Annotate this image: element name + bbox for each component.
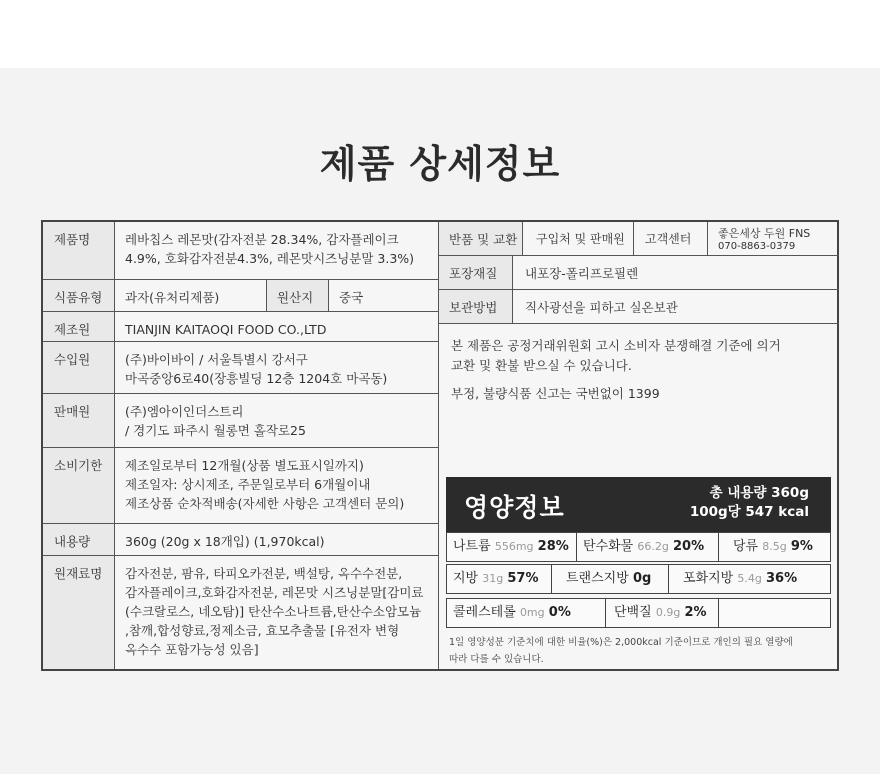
nutrient-name: 지방 (453, 571, 479, 586)
value-packaging: 내포장-폴리프로필렌 (513, 256, 839, 290)
nutrient-name: 단백질 (614, 605, 652, 620)
refund-notice (451, 336, 836, 404)
notice-line: 본 제품은 공정거래위원회 고시 소비자 분쟁해결 기준에 의거 (451, 338, 781, 353)
nutrient-trans-fat (551, 564, 669, 594)
nutrient-percent: 28% (537, 539, 569, 554)
nutrient-percent: 0% (548, 605, 571, 620)
value-food-type: 과자(유처리제품) (115, 280, 267, 312)
nutrient-carbohydrate (576, 532, 719, 562)
nutrient-percent: 0g (632, 571, 652, 586)
value-seller (115, 394, 438, 448)
label-manufacturer: 제조원 (43, 312, 115, 342)
value-line: (주)바이바이 / 서울특별시 강서구 (125, 352, 308, 367)
footnote-line: 1일 영양성분 기준치에 대한 비율(%)은 2,000kcal 기준이므로 개인의 필요 열량에 (449, 637, 793, 648)
nutrient-percent: 2% (684, 605, 707, 620)
footnote-line: 따라 다를 수 있습니다. (449, 654, 544, 665)
value-line: 제조상품 순차적배송(자세한 사항은 고객센터 문의) (125, 496, 405, 511)
nutrient-percent: 36% (766, 571, 798, 586)
label-exchange: 반품 및 교환 (439, 222, 523, 256)
value-ingredients (115, 556, 438, 669)
value-line: 레바칩스 레몬맛(감자전분 28.34%, 감자플레이크 (125, 232, 399, 247)
nutrient-saturated-fat (668, 564, 831, 594)
nutrient-percent: 20% (673, 539, 705, 554)
nutrient-empty-cell (718, 598, 831, 628)
nutrition-title: 영양정보 (464, 493, 565, 522)
top-white-band (0, 0, 880, 68)
label-seller: 판매원 (43, 394, 115, 448)
nutrition-total (690, 484, 809, 522)
nutrient-cholesterol (446, 598, 606, 628)
value-line: 제조일로부터 12개월(상품 별도표시일까지) (125, 458, 364, 473)
label-ingredients: 원재료명 (43, 556, 115, 669)
value-contact (708, 222, 839, 256)
value-line: 옥수수 포함가능성 있음] (125, 642, 259, 657)
nutrient-amount: 8.5g (762, 540, 787, 553)
nutrient-percent: 57% (507, 571, 539, 586)
value-expiry (115, 448, 438, 524)
value-line: 제조일자: 상시제조, 주문일로부터 6개월이내 (125, 477, 371, 492)
nutrition-footnote (449, 634, 834, 668)
label-importer: 수입원 (43, 342, 115, 394)
total-content: 총 내용량 360g (709, 485, 809, 501)
value-line: (수크랄로스, 네오탐)] 탄산수소나트륨,탄산수소암모늄 (125, 604, 422, 619)
nutrient-fat (446, 564, 552, 594)
nutrient-percent: 9% (790, 539, 813, 554)
nutrient-protein (605, 598, 719, 628)
nutrient-name: 나트륨 (453, 539, 491, 554)
label-food-type: 식품유형 (43, 280, 115, 312)
page-title: 제품 상세정보 (319, 142, 561, 186)
value-line: 감자플레이크,호화감자전분, 레몬맛 시즈닝분말[감미료 (125, 585, 424, 600)
value-line: 마곡중앙6로40(장흥빌딩 12층 1204호 마곡동) (125, 371, 388, 386)
value-origin: 중국 (329, 280, 438, 312)
phone-number: 070-8863-0379 (718, 241, 796, 252)
value-volume: 360g (20g x 18개입) (1,970kcal) (115, 524, 438, 556)
nutrient-amount: 0.9g (655, 606, 681, 619)
nutrient-amount: 5.4g (737, 572, 762, 585)
value-line: 감자전분, 팜유, 타피오카전분, 백설탕, 옥수수전분, (125, 566, 403, 581)
nutrient-amount: 556mg (494, 540, 534, 553)
value-importer (115, 342, 438, 394)
nutrient-sugar (718, 532, 831, 562)
value-storage: 직사광선을 피하고 실온보관 (513, 290, 839, 324)
value-customer-center: 고객센터 (634, 222, 708, 256)
nutrient-name: 당류 (733, 539, 759, 554)
label-origin: 원산지 (267, 280, 329, 312)
value-line: ,참깨,합성향료,정제소금, 효모추출물 [유전자 변형 (125, 623, 400, 638)
notice-line: 부정, 불량식품 신고는 국번없이 1399 (451, 386, 660, 401)
value-product-name (115, 222, 438, 280)
label-expiry: 소비기한 (43, 448, 115, 524)
nutrient-sodium (446, 532, 577, 562)
value-line: 4.9%, 호화감자전분4.3%, 레몬맛시즈닝분말 3.3%) (125, 251, 415, 266)
value-manufacturer: TIANJIN KAITAOQI FOOD CO.,LTD (115, 312, 438, 342)
notice-line: 교환 및 환불 받으실 수 있습니다. (451, 358, 632, 373)
value-line: / 경기도 파주시 월롱면 홀작로25 (125, 423, 306, 438)
value-line: (주)엠아이인더스트리 (125, 404, 244, 419)
label-volume: 내용량 (43, 524, 115, 556)
total-kcal: 100g당 547 kcal (689, 504, 809, 520)
label-packaging: 포장재질 (439, 256, 513, 290)
nutrient-name: 포화지방 (683, 571, 734, 586)
value-purchase-place: 구입처 및 판매원 (523, 222, 634, 256)
nutrient-name: 탄수화물 (583, 539, 634, 554)
nutrition-header (446, 477, 831, 532)
nutrient-amount: 0mg (519, 606, 545, 619)
nutrient-name: 콜레스테롤 (453, 605, 516, 620)
nutrient-amount: 31g (482, 572, 504, 585)
nutrient-name: 트랜스지방 (566, 571, 629, 586)
company-name: 좋은세상 두원 FNS (718, 227, 811, 240)
label-storage: 보관방법 (439, 290, 513, 324)
nutrient-amount: 66.2g (637, 540, 669, 553)
label-product-name: 제품명 (43, 222, 115, 280)
